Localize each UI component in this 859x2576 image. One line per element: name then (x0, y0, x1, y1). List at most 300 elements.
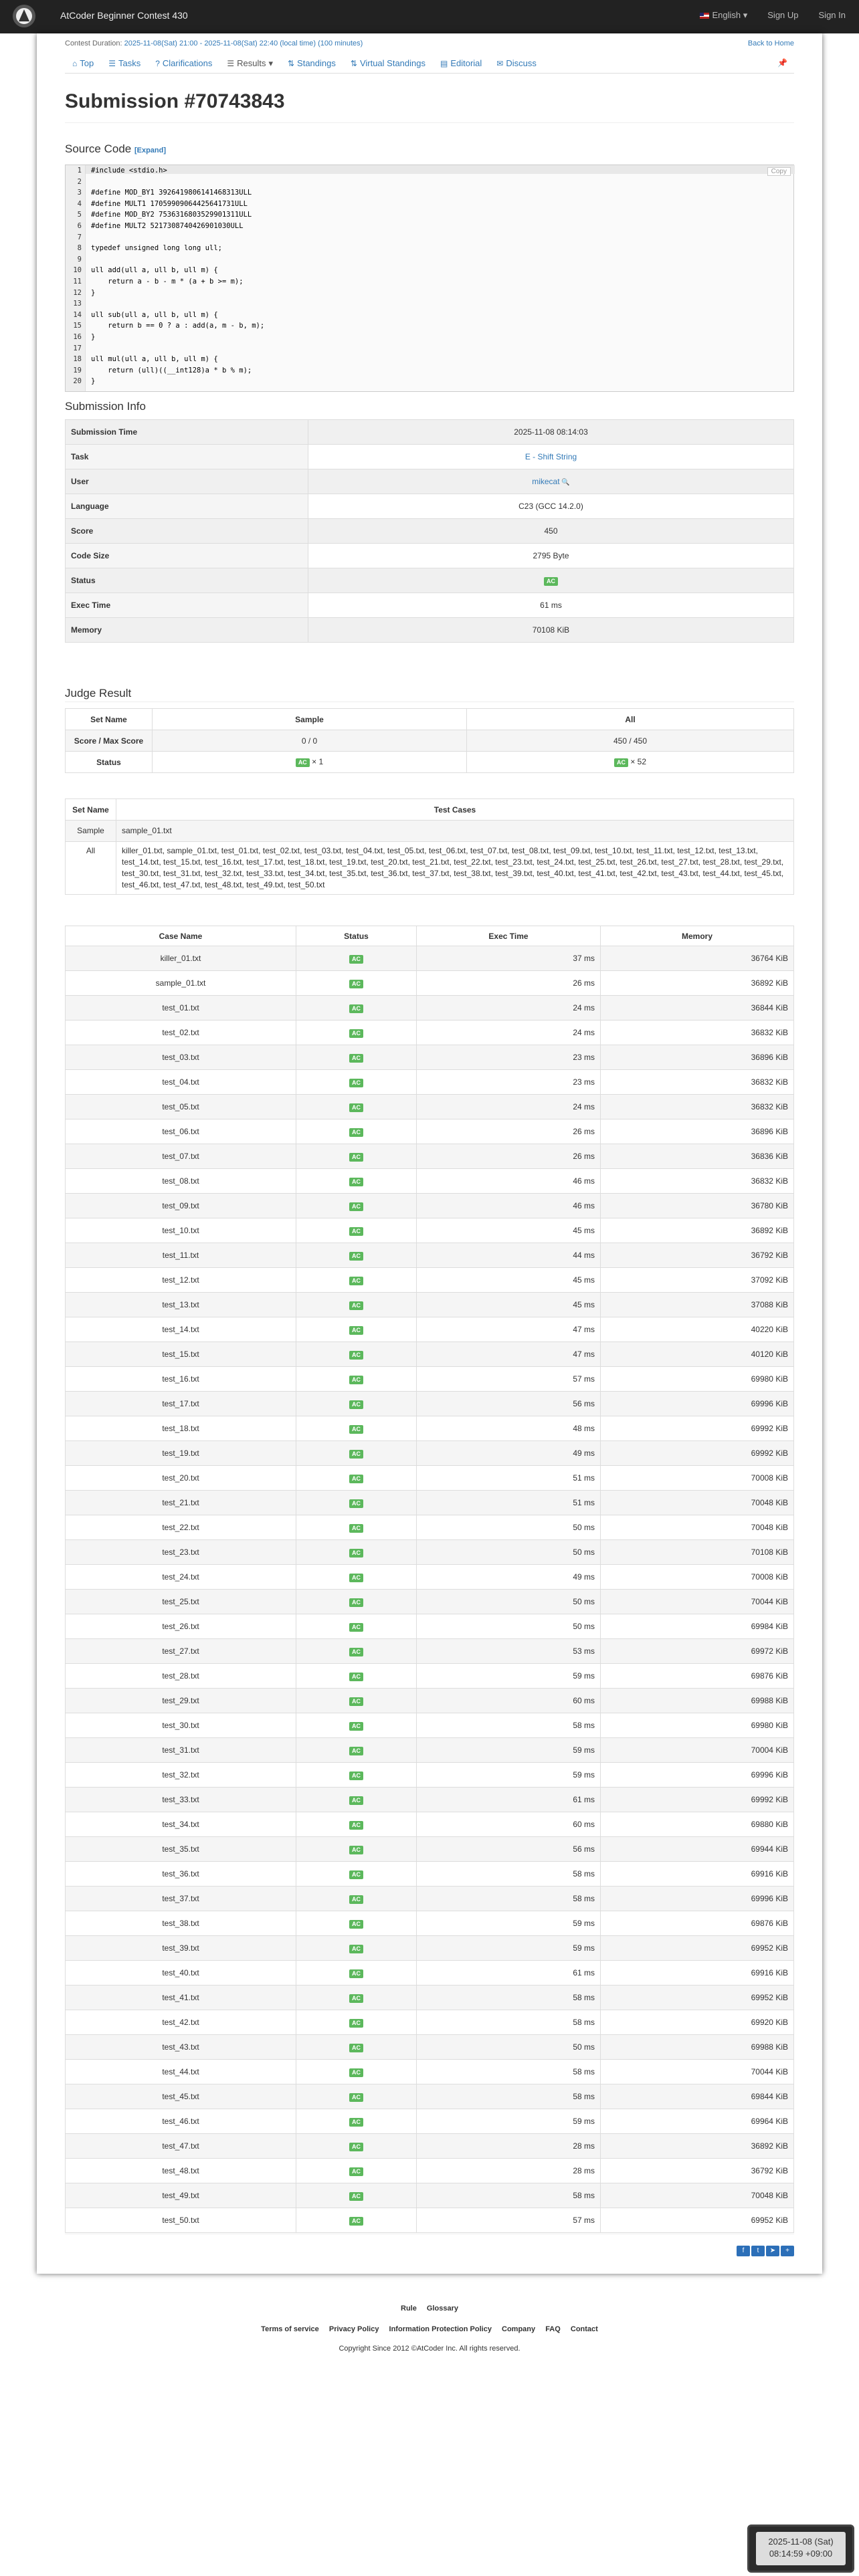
tab-standings[interactable]: ⇅ Standings (287, 58, 336, 68)
status-badge: AC (349, 1945, 363, 1953)
case-exec-time: 46 ms (417, 1194, 601, 1218)
atcoder-logo-icon[interactable] (9, 3, 39, 31)
case-status (296, 1565, 417, 1590)
table-row (66, 1788, 794, 1812)
case-status (296, 1491, 417, 1515)
info-label: Status (66, 568, 308, 593)
status-badge: AC (349, 2019, 363, 2028)
status-badge: AC (349, 2143, 363, 2151)
case-memory: 69984 KiB (601, 1614, 794, 1639)
sample-cases: sample_01.txt (116, 821, 794, 842)
back-to-home-link[interactable]: Back to Home (747, 39, 794, 47)
twitter-share-icon[interactable]: t (751, 2246, 765, 2256)
table-row (66, 1812, 794, 1837)
case-status (296, 946, 417, 971)
case-status (296, 1441, 417, 1466)
case-exec-time: 26 ms (417, 1119, 601, 1144)
home-icon: ⌂ (72, 58, 78, 68)
table-row (66, 1441, 794, 1466)
all-header: All (467, 709, 794, 730)
footer-glossary-link[interactable]: Glossary (426, 2304, 458, 2313)
table-row (66, 1070, 794, 1095)
case-exec-time: 48 ms (417, 1416, 601, 1441)
case-name: test_49.txt (66, 2183, 296, 2208)
pin-icon[interactable]: 📌 (777, 58, 787, 68)
case-memory: 36832 KiB (601, 1169, 794, 1194)
case-exec-time: 53 ms (417, 1639, 601, 1664)
case-name-header[interactable]: Case Name (66, 926, 296, 946)
case-status (296, 1788, 417, 1812)
case-memory: 69916 KiB (601, 1961, 794, 1985)
table-row (66, 1911, 794, 1936)
submission-info-table (65, 419, 794, 643)
test-case-results-table (65, 926, 794, 2233)
table-row (66, 1119, 794, 1144)
tab-tasks[interactable]: ☰ Tasks (108, 58, 141, 68)
case-name: test_42.txt (66, 2010, 296, 2035)
table-row (66, 1491, 794, 1515)
status-badge: AC (349, 1054, 363, 1063)
case-status (296, 1194, 417, 1218)
code-line: ull mul(ull a, ull b, ull m) { (91, 355, 218, 364)
footer-contact-link[interactable]: Contact (570, 2325, 598, 2333)
case-name: test_23.txt (66, 1540, 296, 1565)
status-badge: AC (349, 1376, 363, 1384)
case-name: test_47.txt (66, 2134, 296, 2159)
case-status (296, 971, 417, 996)
info-label: Language (66, 494, 308, 519)
line-number: 14 (73, 310, 82, 319)
footer-info-protection-link[interactable]: Information Protection Policy (389, 2325, 492, 2333)
table-row (66, 2060, 794, 2084)
info-value-link[interactable]: mikecat (532, 477, 560, 486)
case-memory: 70004 KiB (601, 1738, 794, 1763)
table-row (66, 1961, 794, 1985)
case-memory: 69844 KiB (601, 2084, 794, 2109)
case-name: test_41.txt (66, 1985, 296, 2010)
submission-info-heading: Submission Info (65, 400, 146, 413)
case-name: test_02.txt (66, 1021, 296, 1045)
case-name: test_18.txt (66, 1416, 296, 1441)
source-code-block[interactable] (65, 165, 794, 392)
case-status (296, 1763, 417, 1788)
case-memory: 69980 KiB (601, 1367, 794, 1392)
sample-score: 0 / 0 (153, 730, 467, 752)
info-row (66, 445, 794, 469)
case-status (296, 2035, 417, 2060)
case-memory: 70044 KiB (601, 1590, 794, 1614)
table-row (66, 2035, 794, 2060)
case-memory: 69996 KiB (601, 1887, 794, 1911)
case-name: test_38.txt (66, 1911, 296, 1936)
info-row (66, 494, 794, 519)
table-row (66, 1936, 794, 1961)
line-number: 13 (73, 300, 82, 308)
case-name: test_28.txt (66, 1664, 296, 1689)
list-icon: ☰ (227, 58, 235, 68)
info-label: User (66, 469, 308, 494)
case-memory: 40220 KiB (601, 1317, 794, 1342)
sample-header: Sample (153, 709, 467, 730)
case-name: test_20.txt (66, 1466, 296, 1491)
case-name: test_14.txt (66, 1317, 296, 1342)
case-exec-time: 58 ms (417, 2084, 601, 2109)
case-status (296, 2134, 417, 2159)
set-name-all: All (66, 842, 116, 895)
case-name: test_30.txt (66, 1713, 296, 1738)
case-memory: 70048 KiB (601, 1491, 794, 1515)
line-number: 7 (77, 233, 82, 241)
info-row (66, 568, 794, 593)
case-name: test_40.txt (66, 1961, 296, 1985)
code-line: return b == 0 ? a : add(a, m - b, m); (91, 322, 265, 330)
status-badge: AC (349, 1301, 363, 1310)
status-badge: AC (544, 577, 558, 586)
case-memory: 36832 KiB (601, 1021, 794, 1045)
info-row (66, 618, 794, 643)
status-badge: AC (349, 1475, 363, 1483)
info-value-link[interactable]: E - Shift String (524, 452, 577, 461)
case-exec-time: 59 ms (417, 1936, 601, 1961)
status-badge: AC (349, 1202, 363, 1211)
case-exec-time: 51 ms (417, 1491, 601, 1515)
table-row (66, 2084, 794, 2109)
case-memory: 36764 KiB (601, 946, 794, 971)
table-row (66, 1639, 794, 1664)
footer-rule-link[interactable]: Rule (401, 2304, 417, 2313)
code-line: #include <stdio.h> (91, 167, 167, 175)
case-name: test_37.txt (66, 1887, 296, 1911)
line-number: 10 (73, 266, 82, 275)
case-status (296, 1614, 417, 1639)
table-row (66, 946, 794, 971)
status-badge: AC (349, 1029, 363, 1038)
case-exec-time: 58 ms (417, 1887, 601, 1911)
case-name: test_33.txt (66, 1788, 296, 1812)
table-row (66, 1985, 794, 2010)
case-memory: 70044 KiB (601, 2060, 794, 2084)
table-row (66, 2159, 794, 2183)
case-status (296, 1119, 417, 1144)
case-exec-time: 49 ms (417, 1565, 601, 1590)
table-row (66, 1416, 794, 1441)
case-memory: 69980 KiB (601, 1713, 794, 1738)
table-row (66, 1837, 794, 1862)
case-exec-time: 24 ms (417, 996, 601, 1021)
info-label: Memory (66, 618, 308, 643)
table-row (66, 1169, 794, 1194)
expand-link[interactable]: [Expand] (134, 146, 167, 154)
case-memory: 70048 KiB (601, 2183, 794, 2208)
status-badge: AC (349, 1079, 363, 1087)
line-number: 4 (77, 199, 82, 208)
case-name: test_03.txt (66, 1045, 296, 1070)
status-badge: AC (349, 1277, 363, 1285)
status-badge: AC (349, 1796, 363, 1805)
case-memory: 69876 KiB (601, 1664, 794, 1689)
case-name: test_34.txt (66, 1812, 296, 1837)
case-exec-time: 58 ms (417, 1985, 601, 2010)
case-status (296, 1887, 417, 1911)
case-status (296, 1713, 417, 1738)
case-name: test_31.txt (66, 1738, 296, 1763)
case-status (296, 1367, 417, 1392)
table-row (66, 1540, 794, 1565)
case-exec-time: 59 ms (417, 2109, 601, 2134)
main-container (37, 33, 822, 2274)
status-badge: AC (349, 2093, 363, 2102)
all-score: 450 / 450 (467, 730, 794, 752)
case-exec-time: 50 ms (417, 2035, 601, 2060)
status-badge: AC (349, 1425, 363, 1434)
table-row (66, 1021, 794, 1045)
status-badge: AC (349, 1227, 363, 1236)
info-label: Code Size (66, 544, 308, 568)
case-memory: 70008 KiB (601, 1565, 794, 1590)
footer-links-primary (0, 2304, 859, 2313)
case-memory: 40120 KiB (601, 1342, 794, 1367)
uk-flag-icon (700, 13, 709, 19)
case-memory: 36832 KiB (601, 1070, 794, 1095)
case-memory: 69880 KiB (601, 1812, 794, 1837)
info-value (308, 445, 794, 469)
code-line: ull add(ull a, ull b, ull m) { (91, 266, 218, 275)
contest-duration: Contest Duration: 2025-11-08(Sat) 21:00 - 2025-11-08(Sat) 22:40 (local time) (100 minutes) (65, 39, 363, 47)
score-label: Score / Max Score (66, 730, 153, 752)
case-exec-time: 47 ms (417, 1342, 601, 1367)
table-row (66, 1243, 794, 1268)
case-memory: 36792 KiB (601, 1243, 794, 1268)
tab-virtual-standings[interactable]: ⇅ Virtual Standings (350, 58, 425, 68)
search-icon[interactable]: 🔍 (559, 479, 570, 486)
case-exec-time: 44 ms (417, 1243, 601, 1268)
case-exec-time: 61 ms (417, 1788, 601, 1812)
case-status (296, 1243, 417, 1268)
info-value-text: 70108 KiB (532, 625, 570, 635)
case-exec-time: 49 ms (417, 1441, 601, 1466)
case-status (296, 1268, 417, 1293)
top-navbar (0, 0, 859, 33)
contest-tabs (65, 53, 794, 74)
line-number: 18 (73, 355, 82, 364)
divider (65, 122, 794, 123)
case-memory: 36832 KiB (601, 1095, 794, 1119)
status-badge: AC (349, 1846, 363, 1854)
case-status (296, 1045, 417, 1070)
case-status (296, 1985, 417, 2010)
clock-time: 08:14:59 +09:00 (769, 2549, 833, 2559)
case-name: test_29.txt (66, 1689, 296, 1713)
case-status (296, 1862, 417, 1887)
line-number: 12 (73, 288, 82, 297)
footer-company-link[interactable]: Company (502, 2325, 536, 2333)
code-line: ull sub(ull a, ull b, ull m) { (91, 310, 218, 319)
case-status (296, 1812, 417, 1837)
code-line: typedef unsigned long long ull; (91, 244, 222, 253)
memory-header[interactable]: Memory (601, 926, 794, 946)
case-status (296, 1144, 417, 1169)
case-name: test_11.txt (66, 1243, 296, 1268)
table-row (66, 1218, 794, 1243)
case-status (296, 1317, 417, 1342)
info-value (308, 544, 794, 568)
case-name: test_44.txt (66, 2060, 296, 2084)
status-badge: AC (349, 1648, 363, 1656)
case-memory: 36892 KiB (601, 971, 794, 996)
facebook-share-icon[interactable]: f (737, 2246, 750, 2256)
case-name: test_32.txt (66, 1763, 296, 1788)
info-value (308, 519, 794, 544)
case-name: test_39.txt (66, 1936, 296, 1961)
case-status (296, 2084, 417, 2109)
share-buttons (737, 2246, 794, 2256)
case-memory: 69920 KiB (601, 2010, 794, 2035)
case-name: test_36.txt (66, 1862, 296, 1887)
info-row (66, 420, 794, 445)
contest-title[interactable]: AtCoder Beginner Contest 430 (60, 10, 188, 21)
judge-result-table (65, 708, 794, 773)
case-memory: 69944 KiB (601, 1837, 794, 1862)
status-badge: AC (349, 1747, 363, 1755)
status-badge: AC (349, 1351, 363, 1360)
case-name: test_25.txt (66, 1590, 296, 1614)
case-status (296, 2208, 417, 2233)
set-name-header: Set Name (66, 799, 116, 821)
footer-terms-link[interactable]: Terms of service (261, 2325, 319, 2333)
table-row (66, 1268, 794, 1293)
info-value-text: 450 (544, 526, 558, 536)
case-memory: 69876 KiB (601, 1911, 794, 1936)
case-exec-time: 58 ms (417, 2010, 601, 2035)
status-header[interactable]: Status (296, 926, 417, 946)
case-status (296, 1738, 417, 1763)
case-memory: 37092 KiB (601, 1268, 794, 1293)
case-memory: 69952 KiB (601, 1936, 794, 1961)
table-row (66, 1614, 794, 1639)
highlighted-line (66, 165, 795, 174)
case-name: test_05.txt (66, 1095, 296, 1119)
footer-privacy-link[interactable]: Privacy Policy (328, 2325, 379, 2333)
case-exec-time: 47 ms (417, 1317, 601, 1342)
case-exec-time: 50 ms (417, 1515, 601, 1540)
table-row (66, 1565, 794, 1590)
case-name: test_35.txt (66, 1837, 296, 1862)
info-label: Task (66, 445, 308, 469)
table-row (66, 1466, 794, 1491)
case-memory: 36844 KiB (601, 996, 794, 1021)
copy-button[interactable]: Copy (767, 167, 791, 176)
table-row (66, 1664, 794, 1689)
case-status (296, 1540, 417, 1565)
info-label: Exec Time (66, 593, 308, 618)
page-title: Submission #70743843 (65, 90, 285, 112)
all-status: AC × 52 (467, 752, 794, 773)
status-badge: AC (349, 1772, 363, 1780)
case-status (296, 1021, 417, 1045)
test-cases-header: Test Cases (116, 799, 794, 821)
case-name: test_15.txt (66, 1342, 296, 1367)
case-exec-time: 45 ms (417, 1293, 601, 1317)
tab-results[interactable]: ☰ Results ▾ (227, 58, 273, 68)
info-value (308, 618, 794, 643)
case-memory: 69996 KiB (601, 1763, 794, 1788)
case-memory: 36896 KiB (601, 1119, 794, 1144)
telegram-share-icon[interactable]: ➤ (766, 2246, 779, 2256)
status-badge: AC (349, 1524, 363, 1533)
status-badge: AC (349, 1623, 363, 1632)
tab-clarifications[interactable]: ? Clarifications (155, 58, 213, 68)
status-badge: AC (349, 1920, 363, 1929)
case-memory: 36836 KiB (601, 1144, 794, 1169)
footer-faq-link[interactable]: FAQ (545, 2325, 561, 2333)
case-exec-time: 57 ms (417, 1367, 601, 1392)
line-number: 5 (77, 211, 82, 219)
case-memory: 69988 KiB (601, 1689, 794, 1713)
case-name: test_46.txt (66, 2109, 296, 2134)
case-status (296, 2159, 417, 2183)
case-exec-time: 58 ms (417, 1862, 601, 1887)
case-exec-time: 23 ms (417, 1045, 601, 1070)
tab-top[interactable]: ⌂ Top (72, 58, 94, 68)
status-badge: AC (349, 1178, 363, 1186)
set-name-sample: Sample (66, 821, 116, 842)
table-row (66, 1342, 794, 1367)
case-exec-time: 59 ms (417, 1763, 601, 1788)
case-status (296, 1342, 417, 1367)
tab-editorial[interactable]: ▤ Editorial (440, 58, 482, 68)
case-memory: 37088 KiB (601, 1293, 794, 1317)
case-exec-time: 59 ms (417, 1738, 601, 1763)
code-line: return (ull)((__int128)a * b % m); (91, 366, 252, 374)
status-badge: AC (349, 955, 363, 964)
table-row (66, 2134, 794, 2159)
case-memory: 69952 KiB (601, 2208, 794, 2233)
case-name: test_27.txt (66, 1639, 296, 1664)
language-selector[interactable]: English ▾ (700, 10, 747, 21)
case-memory: 69972 KiB (601, 1639, 794, 1664)
set-name-header: Set Name (66, 709, 153, 730)
case-status (296, 1293, 417, 1317)
case-name: test_13.txt (66, 1293, 296, 1317)
case-memory: 69916 KiB (601, 1862, 794, 1887)
tab-discuss[interactable]: ✉ Discuss (496, 58, 537, 68)
case-exec-time: 46 ms (417, 1169, 601, 1194)
status-badge: AC (349, 1400, 363, 1409)
code-line: } (91, 333, 96, 341)
contest-duration-link[interactable]: 2025-11-08(Sat) 21:00 - 2025-11-08(Sat) 22:40 (local time) (100 minutes) (124, 39, 363, 47)
case-memory: 69992 KiB (601, 1788, 794, 1812)
more-share-icon[interactable]: + (781, 2246, 794, 2256)
sign-in-link[interactable]: Sign In (818, 10, 846, 20)
case-memory: 69988 KiB (601, 2035, 794, 2060)
sign-up-link[interactable]: Sign Up (767, 10, 799, 20)
status-badge: AC (349, 1895, 363, 1904)
status-badge: AC (349, 1598, 363, 1607)
code-line: return a - b - m * (a + b >= m); (91, 278, 244, 286)
info-row (66, 469, 794, 494)
table-row (66, 2010, 794, 2035)
exec-time-header[interactable]: Exec Time (417, 926, 601, 946)
case-name: test_01.txt (66, 996, 296, 1021)
status-badge: AC (349, 1103, 363, 1112)
list-icon: ☰ (108, 58, 116, 68)
status-badge: AC (349, 2192, 363, 2201)
case-exec-time: 37 ms (417, 946, 601, 971)
status-badge: AC (349, 1722, 363, 1731)
case-exec-time: 57 ms (417, 2208, 601, 2233)
case-memory: 70008 KiB (601, 1466, 794, 1491)
case-memory: 36896 KiB (601, 1045, 794, 1070)
